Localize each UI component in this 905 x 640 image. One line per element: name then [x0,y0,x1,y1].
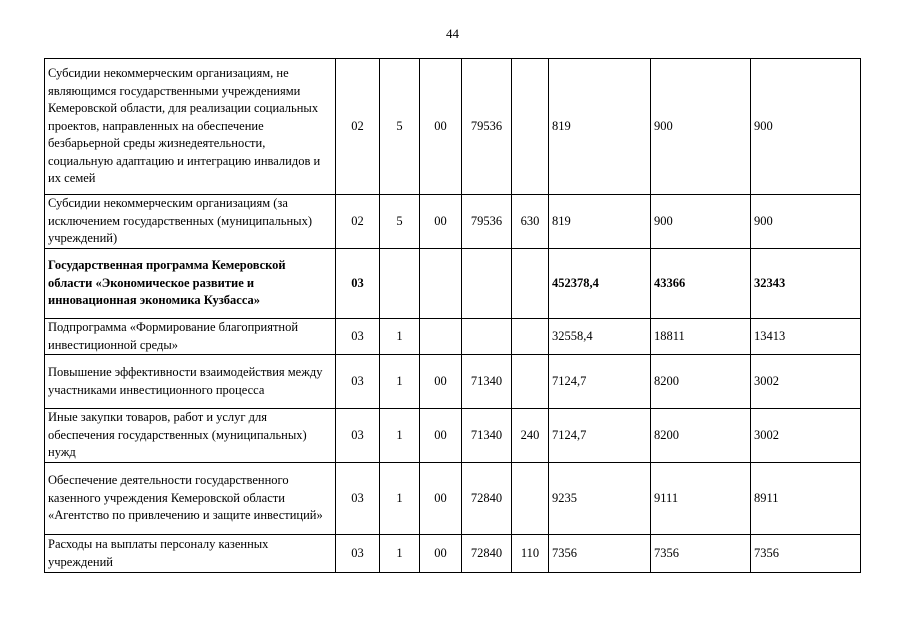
table-row [45,355,861,409]
program-code-cell: 5 [380,195,420,249]
subprogram-code-cell [420,319,462,355]
section-code-cell: 03 [336,249,380,319]
amount-year1-cell: 819 [549,195,651,249]
table-row [45,249,861,319]
amount-year2-cell: 18811 [651,319,751,355]
program-code-cell: 1 [380,409,420,463]
expense-type-cell [512,355,549,409]
amount-year3-cell: 13413 [751,319,861,355]
amount-year2-cell: 7356 [651,535,751,573]
amount-year2-cell: 8200 [651,409,751,463]
table-row [45,409,861,463]
amount-year1-cell: 9235 [549,463,651,535]
section-code-cell: 03 [336,535,380,573]
table-row [45,319,861,355]
direction-code-cell [462,249,512,319]
subprogram-code-cell: 00 [420,355,462,409]
amount-year3-cell: 32343 [751,249,861,319]
program-code-cell: 1 [380,355,420,409]
section-code-cell: 03 [336,409,380,463]
expense-type-cell [512,463,549,535]
program-code-cell [380,249,420,319]
direction-code-cell [462,319,512,355]
row-name-cell: Повышение эффективности взаимодействия между участниками инвестиционного процесса [45,355,336,409]
amount-year3-cell: 3002 [751,409,861,463]
expense-type-cell: 630 [512,195,549,249]
row-name-cell: Иные закупки товаров, работ и услуг для обеспечения государственных (муниципальных) нужд [45,409,336,463]
program-code-cell: 1 [380,463,420,535]
amount-year1-cell: 452378,4 [549,249,651,319]
amount-year3-cell: 8911 [751,463,861,535]
amount-year1-cell: 7124,7 [549,355,651,409]
expense-type-cell: 110 [512,535,549,573]
subprogram-code-cell: 00 [420,195,462,249]
amount-year1-cell: 7124,7 [549,409,651,463]
amount-year2-cell: 900 [651,195,751,249]
amount-year2-cell: 8200 [651,355,751,409]
table-row [45,535,861,573]
direction-code-cell: 71340 [462,409,512,463]
section-code-cell: 02 [336,195,380,249]
row-name-cell: Государственная программа Кемеровской области «Экономическое развитие и инновационная экономика Кузбасса» [45,249,336,319]
direction-code-cell: 71340 [462,355,512,409]
program-code-cell: 1 [380,535,420,573]
subprogram-code-cell: 00 [420,535,462,573]
expense-type-cell [512,249,549,319]
amount-year1-cell: 7356 [549,535,651,573]
row-name-cell: Субсидии некоммерческим организациям, не являющимся государственными учреждениями Кемеровской области, для реализации социальных проектов, направленных на обеспечение безбарьерной среды жизнедеятельности, социальную адаптацию и интеграцию инвалидов и их семей [45,59,336,195]
direction-code-cell: 79536 [462,195,512,249]
program-code-cell: 5 [380,59,420,195]
amount-year3-cell: 3002 [751,355,861,409]
amount-year3-cell: 7356 [751,535,861,573]
subprogram-code-cell: 00 [420,463,462,535]
subprogram-code-cell [420,249,462,319]
section-code-cell: 03 [336,463,380,535]
expense-type-cell [512,59,549,195]
amount-year2-cell: 9111 [651,463,751,535]
section-code-cell: 03 [336,319,380,355]
direction-code-cell: 72840 [462,463,512,535]
row-name-cell: Обеспечение деятельности государственного казенного учреждения Кемеровской области «Агентство по привлечению и защите инвестиций» [45,463,336,535]
expense-type-cell [512,319,549,355]
table-row [45,463,861,535]
program-code-cell: 1 [380,319,420,355]
subprogram-code-cell: 00 [420,409,462,463]
amount-year1-cell: 32558,4 [549,319,651,355]
direction-code-cell: 72840 [462,535,512,573]
row-name-cell: Подпрограмма «Формирование благоприятной инвестиционной среды» [45,319,336,355]
row-name-cell: Расходы на выплаты персоналу казенных учреждений [45,535,336,573]
page-number: 44 [446,26,459,41]
budget-table [44,58,861,573]
amount-year2-cell: 900 [651,59,751,195]
table-row [45,195,861,249]
section-code-cell: 03 [336,355,380,409]
expense-type-cell: 240 [512,409,549,463]
section-code-cell: 02 [336,59,380,195]
amount-year3-cell: 900 [751,195,861,249]
amount-year3-cell: 900 [751,59,861,195]
amount-year1-cell: 819 [549,59,651,195]
subprogram-code-cell: 00 [420,59,462,195]
row-name-cell: Субсидии некоммерческим организациям (за исключением государственных (муниципальных) учреждений) [45,195,336,249]
direction-code-cell: 79536 [462,59,512,195]
table-row [45,59,861,195]
amount-year2-cell: 43366 [651,249,751,319]
